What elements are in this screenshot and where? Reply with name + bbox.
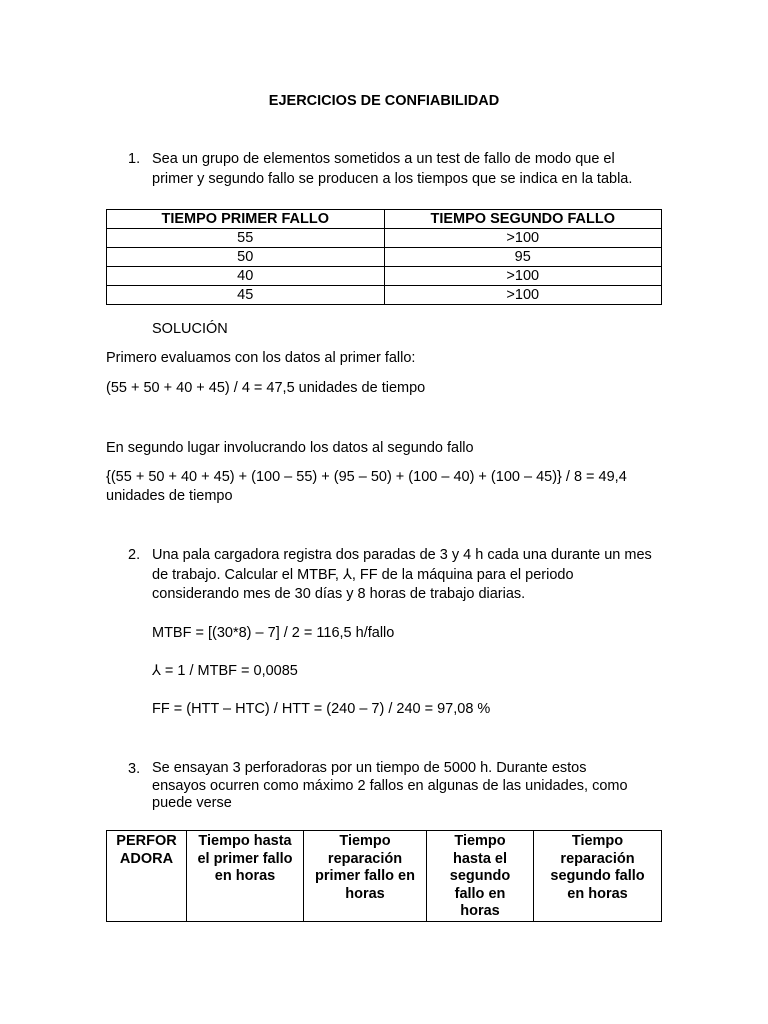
table-header-row (107, 210, 662, 229)
table-cell: 45 (107, 286, 385, 305)
table-row (107, 267, 662, 286)
table-header-row (107, 831, 662, 922)
header-line: en horas (567, 885, 628, 902)
failure-times-table (106, 209, 662, 305)
table-cell: 55 (107, 229, 385, 248)
exercise-2-number: 2. (128, 547, 141, 563)
ff-formula: FF = (HTT – HTC) / HTT = (240 – 7) / 240 = 97,08 % (152, 701, 491, 717)
header-line: horas (345, 885, 385, 902)
header-line: segundo (449, 868, 511, 884)
table-row (107, 229, 662, 248)
document-title: EJERCICIOS DE CONFIABILIDAD (268, 93, 500, 109)
mtbf-formula: MTBF = [(30*8) – 7] / 2 = 116,5 h/fallo (152, 625, 395, 641)
exercise-1-line-1: Sea un grupo de elementos sometidos a un test de fallo de modo que el (152, 151, 615, 167)
header-line: en horas (214, 868, 276, 884)
second-eval-text: En segundo lugar involucrando los datos al segundo fallo (106, 440, 474, 456)
second-formula-line-1: {(55 + 50 + 40 + 45) + (100 – 55) + (95 – 50) + (100 – 40) + (100 – 45)} / 8 = 49,4 (106, 469, 627, 485)
header-repair-second-failure (534, 831, 662, 922)
header-line: segundo fallo (550, 868, 645, 884)
exercise-3-line-3: puede verse (152, 795, 232, 811)
exercise-2-line-2: de trabajo. Calcular el MTBF, ⅄, FF de la máquina para el periodo (152, 566, 574, 583)
drills-table (106, 830, 662, 922)
header-line: PERFOR (116, 833, 177, 849)
first-formula: (55 + 50 + 40 + 45) / 4 = 47,5 unidades de tiempo (106, 380, 426, 396)
header-second-failure: TIEMPO SEGUNDO FALLO (384, 210, 662, 229)
exercise-2-line-1: Una pala cargadora registra dos paradas de 3 y 4 h cada una durante un mes (152, 547, 652, 563)
exercise-1-text (152, 150, 661, 189)
table-cell: 95 (384, 248, 662, 267)
header-line: el primer fallo (197, 850, 293, 867)
header-drill (107, 831, 187, 922)
table-cell: 40 (107, 267, 385, 286)
header-time-second-failure (427, 831, 534, 922)
first-eval-text: Primero evaluamos con los datos al primer fallo: (106, 350, 416, 366)
table-row (107, 286, 662, 305)
lambda-formula: ⅄ = 1 / MTBF = 0,0085 (152, 663, 298, 679)
exercise-2-line-3: considerando mes de 30 días y 8 horas de trabajo diarias. (152, 586, 526, 602)
exercise-3-number: 3. (128, 761, 141, 777)
exercise-1-line-2: primer y segundo fallo se producen a los tiempos que se indica en la tabla. (152, 170, 633, 187)
table-cell: >100 (384, 286, 662, 305)
header-first-failure: TIEMPO PRIMER FALLO (107, 210, 385, 229)
header-line: reparación (560, 850, 635, 867)
header-line: Tiempo (571, 833, 624, 849)
table-cell: >100 (384, 267, 662, 286)
exercise-3-text (152, 760, 661, 813)
solution-label: SOLUCIÓN (152, 321, 228, 337)
header-time-first-failure (187, 831, 304, 922)
header-repair-first-failure (304, 831, 427, 922)
exercise-1-number: 1. (128, 151, 141, 167)
header-line: Tiempo (339, 833, 391, 849)
table-cell: 50 (107, 248, 385, 267)
header-line: Tiempo hasta (198, 833, 292, 849)
exercise-3-line-1: Se ensayan 3 perforadoras por un tiempo de 5000 h. Durante estos (152, 760, 587, 776)
header-line: primer fallo en (315, 868, 415, 884)
exercise-2-text (152, 546, 661, 605)
table-cell: >100 (384, 229, 662, 248)
header-line: hasta el (453, 850, 507, 867)
table-row (107, 248, 662, 267)
second-formula-line-2: unidades de tiempo (106, 488, 233, 504)
header-line: horas (460, 903, 500, 919)
header-line: fallo en (454, 885, 506, 902)
header-line: ADORA (119, 850, 174, 867)
exercise-3-line-2: ensayos ocurren como máximo 2 fallos en algunas de las unidades, como (152, 777, 628, 794)
header-line: Tiempo (454, 833, 506, 849)
header-line: reparación (327, 850, 403, 867)
